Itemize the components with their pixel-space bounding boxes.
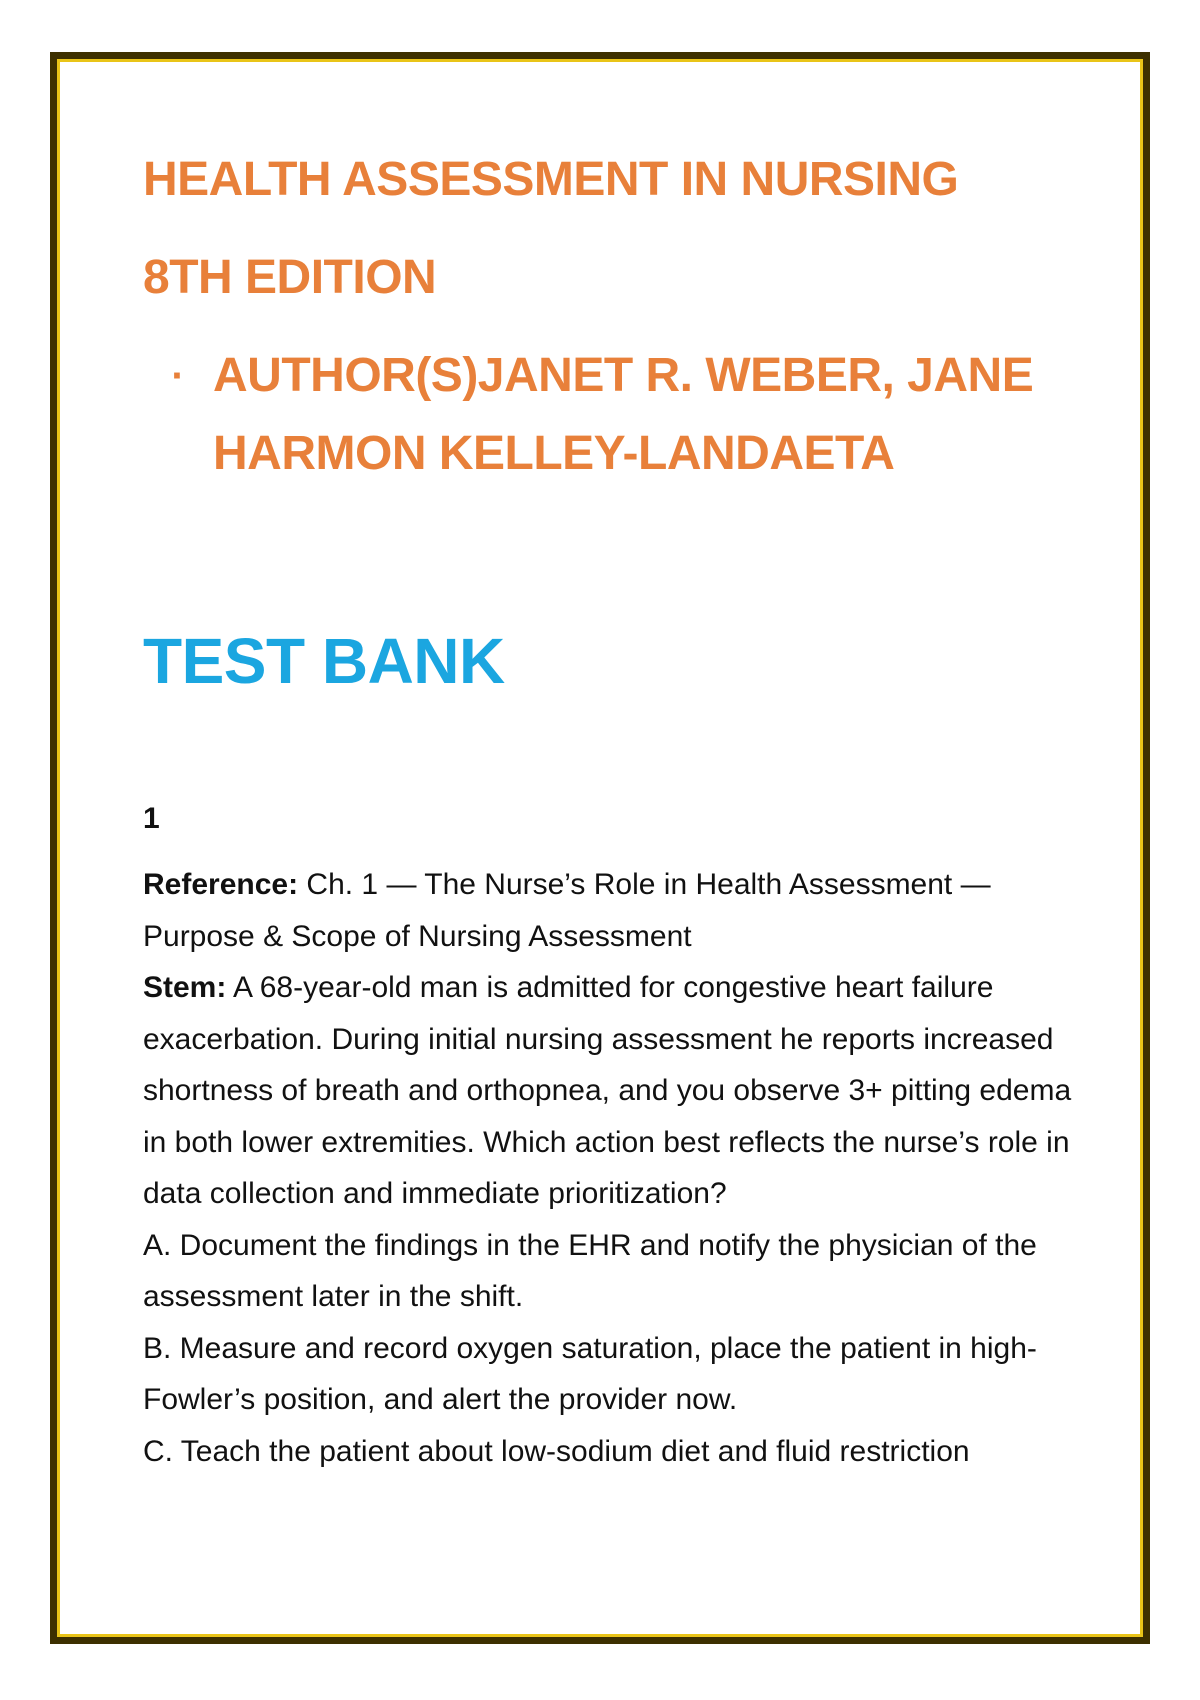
- question-body: [143, 859, 1083, 1477]
- book-title: HEALTH ASSESSMENT IN NURSING: [143, 153, 959, 206]
- document-content: [143, 150, 1083, 1477]
- stem-text: A 68-year-old man is admitted for congestive heart failure exacerbation. During initial nursing assessment he reports increased shortness of breath and orthopnea, and you observe 3+ pitting edema in both lower extremities. Which action best reflects the nurse’s role in data collection and immediate prioritization?: [143, 971, 1072, 1210]
- answer-option-a: A. Document the findings in the EHR and notify the physician of the assessment later in the shift.: [143, 1228, 1037, 1313]
- stem-line: [143, 962, 1083, 1220]
- answer-option-c: C. Teach the patient about low-sodium diet and fluid restriction: [143, 1434, 970, 1468]
- reference-line: [143, 859, 1083, 962]
- edition-label: 8TH EDITION: [143, 251, 437, 304]
- reference-label: Reference:: [143, 868, 299, 901]
- answer-option-b: B. Measure and record oxygen saturation, place the patient in high-Fowler’s position, and alert the provider now.: [143, 1331, 1037, 1416]
- section-heading: TEST BANK: [143, 625, 505, 697]
- author-list-item: [143, 346, 1083, 493]
- author-names: AUTHOR(S)JANET R. WEBER, JANE HARMON KELLEY-LANDAETA: [213, 349, 1034, 480]
- stem-label: Stem:: [143, 971, 227, 1004]
- reference-text: Ch. 1 — The Nurse’s Role in Health Assessment — Purpose & Scope of Nursing Assessment: [143, 868, 991, 953]
- question-number: 1: [143, 802, 160, 835]
- bullet-icon: ·: [171, 354, 185, 398]
